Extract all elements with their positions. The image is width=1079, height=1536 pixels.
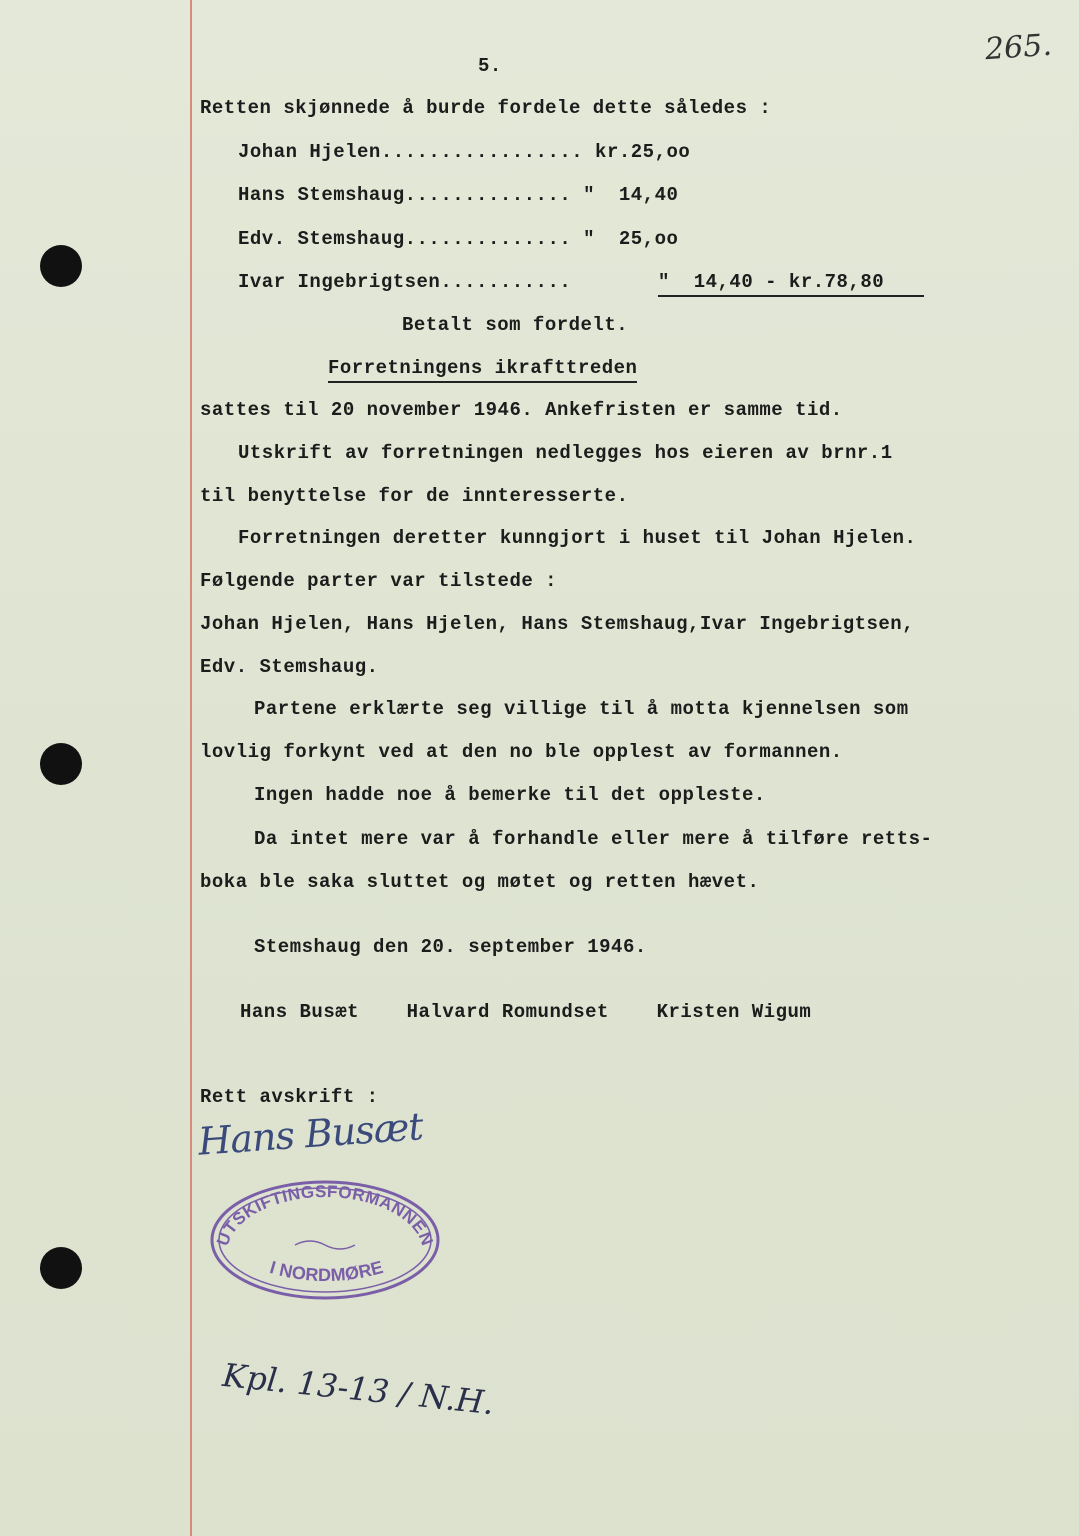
signatories-line: Hans Busæt Halvard Romundset Kristen Wigum: [240, 1001, 812, 1023]
text-line-2: Johan Hjelen................. kr.25,oo: [238, 141, 691, 163]
place-date-line: Stemshaug den 20. september 1946.: [254, 936, 647, 958]
text-line-5: Ivar Ingebrigtsen...........: [238, 271, 572, 293]
handwritten-page-number: 265.: [983, 27, 1053, 68]
svg-text:I NORDMØRE: [268, 1257, 386, 1285]
text-line-8: sattes til 20 november 1946. Ankefristen er samme tid.: [200, 399, 843, 421]
text-line-15: Partene erklærte seg villige til å motta kjennelsen som: [254, 698, 909, 720]
handwritten-bottom-note: Kpl. 13-13 / N.H.: [220, 1355, 496, 1423]
text-line-3: Hans Stemshaug.............. " 14,40: [238, 184, 679, 206]
margin-line: [190, 0, 192, 1536]
text-line-6: Betalt som fordelt.: [402, 314, 629, 336]
official-stamp: [205, 1175, 445, 1305]
certified-copy-label: Rett avskrift :: [200, 1086, 379, 1108]
text-line-17: Ingen hadde noe å bemerke til det oppleste.: [254, 784, 766, 806]
text-line-13: Johan Hjelen, Hans Hjelen, Hans Stemshaug,Ivar Ingebrigtsen,: [200, 613, 915, 635]
text-line-9: Utskrift av forretningen nedlegges hos eieren av brnr.1: [238, 442, 893, 464]
stamp-bottom-text: I NORDMØRE: [267, 1256, 386, 1286]
text-line-19: boka ble saka sluttet og møtet og retten hævet.: [200, 871, 760, 893]
punch-hole-middle: [40, 743, 82, 785]
section-number: 5.: [478, 55, 502, 77]
section-heading: Forretningens ikrafttreden: [328, 356, 637, 383]
text-line-12: Følgende parter var tilstede :: [200, 570, 558, 592]
text-line-1: Retten skjønnede å burde fordele dette således :: [200, 97, 772, 119]
handwritten-signature: Hans Busæt: [196, 1104, 425, 1164]
text-line-11: Forretningen deretter kunngjort i huset til Johan Hjelen.: [238, 527, 917, 549]
svg-text:UTSKIFTINGSFORMANNEN: [213, 1182, 437, 1248]
text-line-18: Da intet mere var å forhandle eller mere å tilføre retts-: [254, 828, 933, 850]
punch-hole-top: [40, 245, 82, 287]
text-line-14: Edv. Stemshaug.: [200, 656, 379, 678]
text-line-4: Edv. Stemshaug.............. " 25,oo: [238, 228, 679, 250]
punch-hole-bottom: [40, 1247, 82, 1289]
stamp-top-text: UTSKIFTINGSFORMANNEN: [213, 1181, 437, 1249]
text-line-10: til benyttelse for de innteresserte.: [200, 485, 629, 507]
text-line-5-total: " 14,40 - kr.78,80: [658, 270, 924, 297]
text-line-16: lovlig forkynt ved at den no ble opplest av formannen.: [200, 741, 843, 763]
